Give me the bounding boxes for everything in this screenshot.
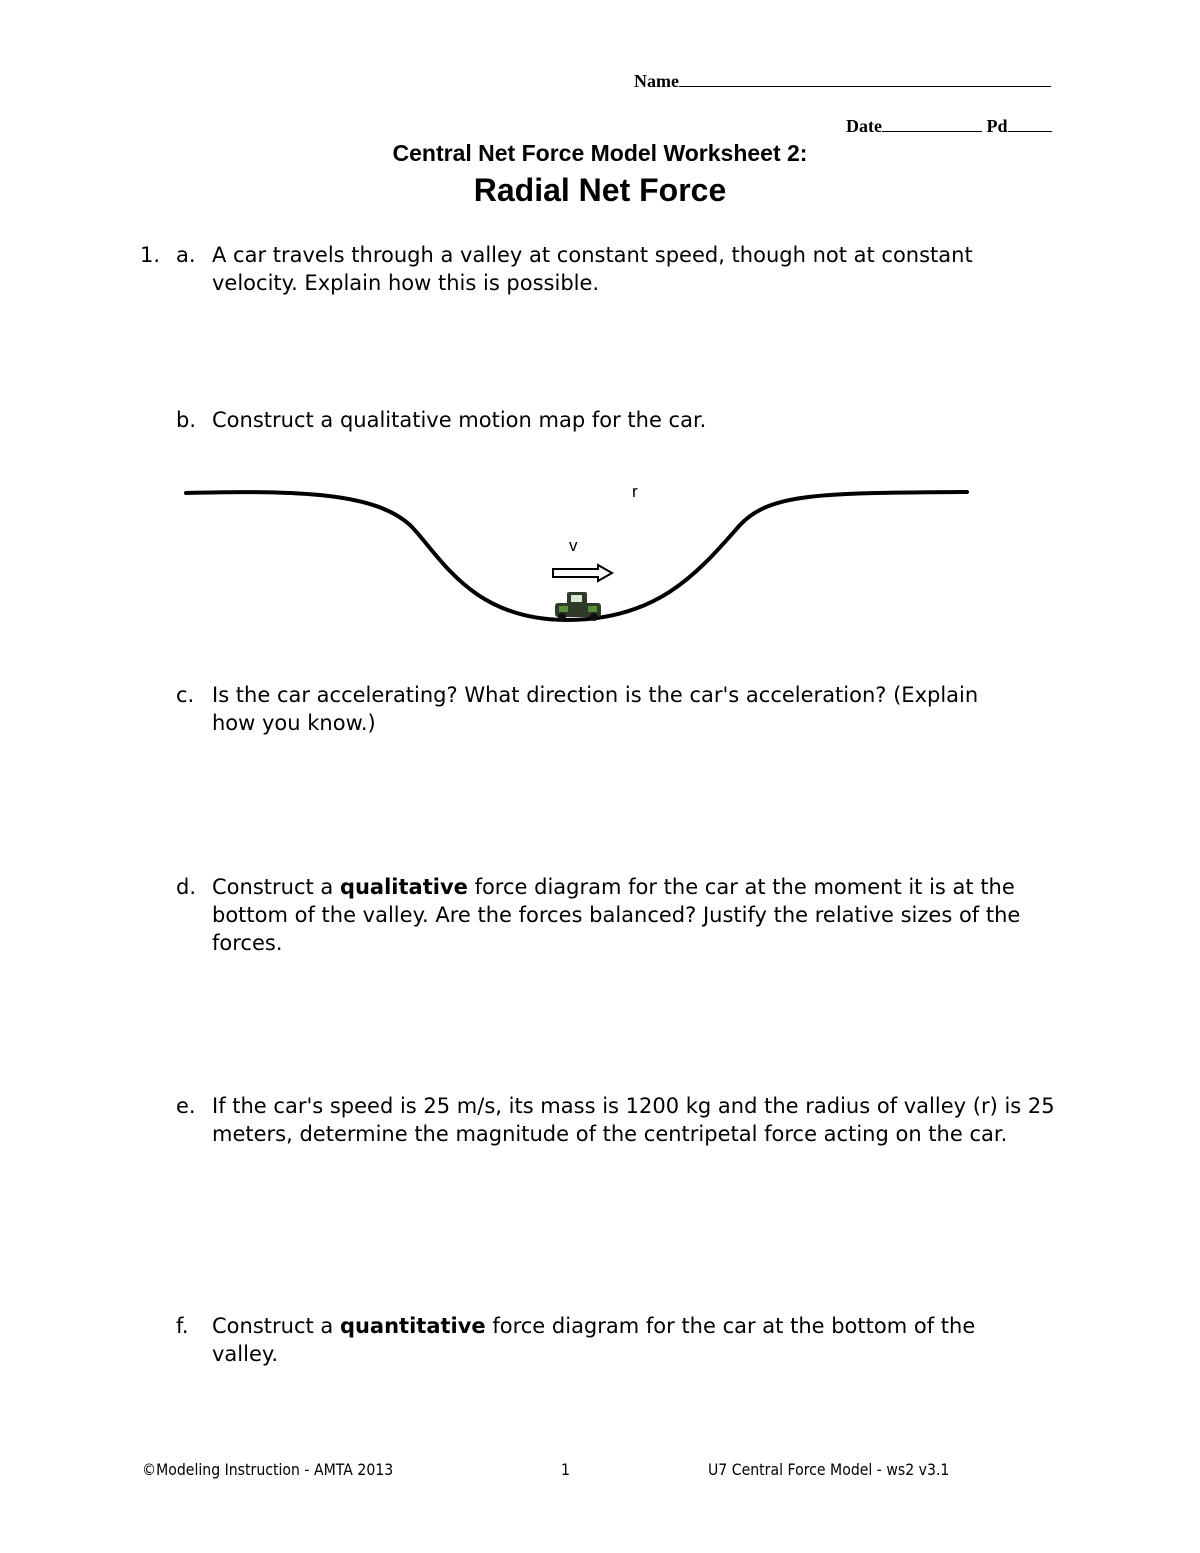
- question-f: [176, 1312, 1042, 1368]
- date-label: Date: [846, 116, 882, 136]
- question-a-text: A car travels through a valley at constant speed, though not at constant velocity. Explain how this is possible.: [212, 243, 973, 295]
- footer-left: ©Modeling Instruction - AMTA 2013: [142, 1460, 394, 1479]
- date-period-field: [846, 115, 1052, 137]
- name-field: [634, 70, 1051, 92]
- question-e: [176, 1092, 1082, 1148]
- question-e-letter: e.: [176, 1094, 196, 1118]
- question-e-text: If the car's speed is 25 m/s, its mass is 1200 kg and the radius of valley (r) is 25 meters, determine the magnitude of the centripetal force acting on the car.: [212, 1094, 1055, 1146]
- velocity-label: v: [569, 536, 578, 555]
- question-d-bold: qualitative: [339, 875, 468, 899]
- question-d: [176, 873, 1082, 957]
- question-f-letter: f.: [176, 1314, 189, 1338]
- question-b-letter: b.: [176, 408, 197, 432]
- question-f-bold: quantitative: [339, 1314, 486, 1338]
- footer-page-number: 1: [561, 1460, 570, 1479]
- question-d-pre: Construct a: [212, 875, 340, 899]
- question-a: [176, 241, 1002, 297]
- question-d-text: [212, 873, 1082, 957]
- question-number: 1.: [140, 243, 161, 267]
- worksheet-subtitle: Radial Net Force: [473, 172, 727, 208]
- footer-right: U7 Central Force Model - ws2 v3.1: [708, 1460, 950, 1479]
- question-c-letter: c.: [176, 683, 195, 707]
- question-a-letter: a.: [176, 243, 196, 267]
- question-f-text: [212, 1312, 1042, 1368]
- question-f-post: force diagram for the car at the bottom of the valley.: [212, 1314, 976, 1366]
- valley-diagram: [0, 460, 1200, 640]
- velocity-arrow: [553, 565, 612, 581]
- name-underline: [679, 70, 1051, 87]
- period-underline: [1008, 115, 1052, 132]
- period-label: Pd: [986, 116, 1008, 136]
- car-icon: [555, 592, 601, 621]
- question-f-pre: Construct a: [212, 1314, 340, 1338]
- date-underline: [882, 115, 982, 132]
- question-c-text: Is the car accelerating? What direction is the car's acceleration? (Explain how you know.): [212, 683, 979, 735]
- question-b-text: Construct a qualitative motion map for the car.: [212, 408, 707, 432]
- question-c: [176, 681, 1002, 737]
- radius-label: r: [632, 482, 638, 501]
- question-b: [176, 406, 1072, 434]
- question-d-letter: d.: [176, 875, 197, 899]
- question-d-post: force diagram for the car at the moment it is at the bottom of the valley. Are the forces balanced? Justify the relative sizes of the forces.: [212, 875, 1021, 955]
- name-label: Name: [634, 71, 679, 91]
- worksheet-title: Central Net Force Model Worksheet 2:: [392, 140, 808, 166]
